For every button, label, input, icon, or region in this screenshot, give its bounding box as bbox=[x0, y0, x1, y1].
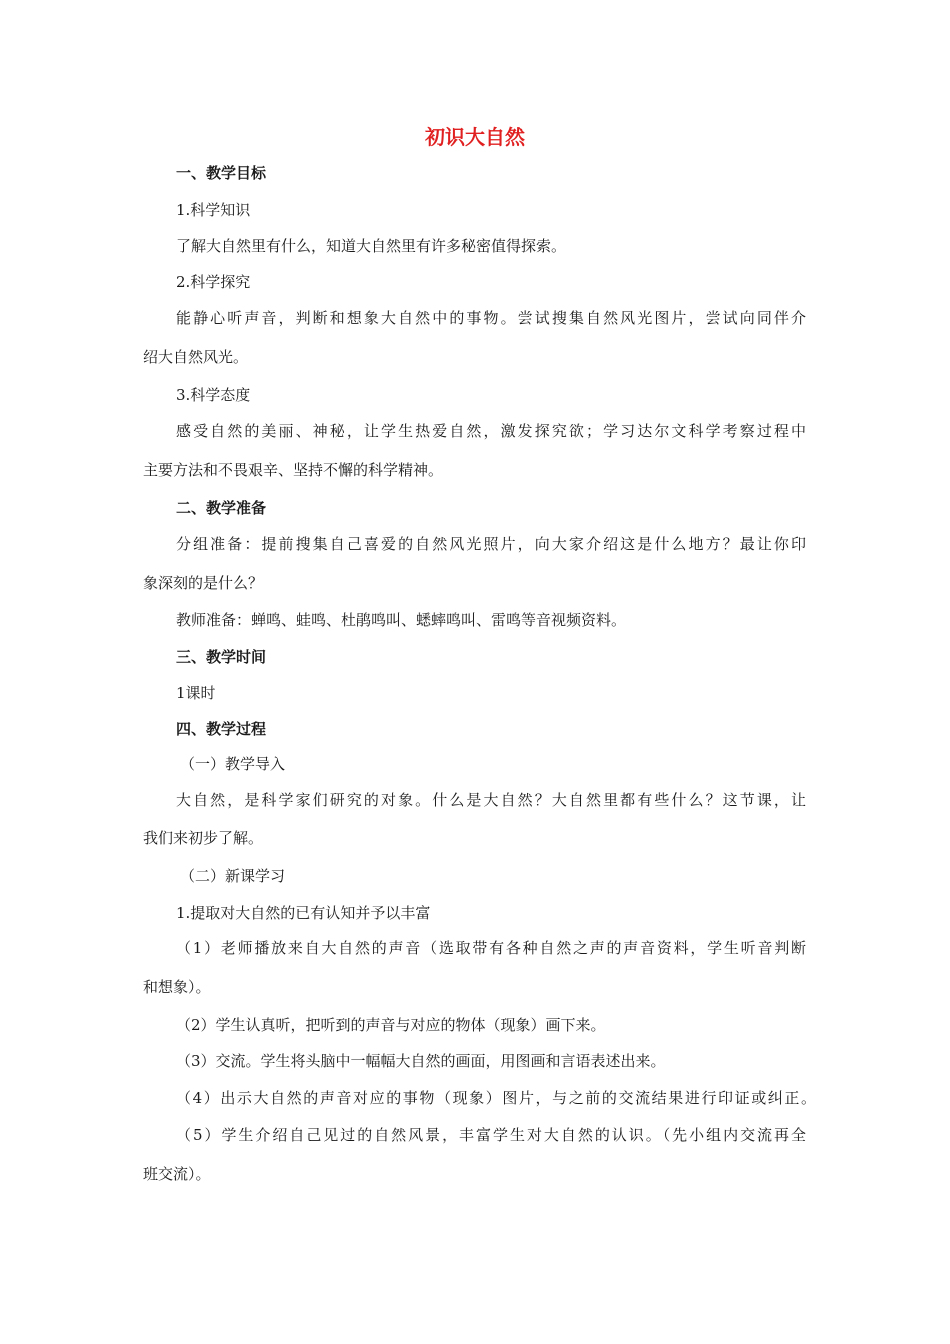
paragraph: 分组准备：提前搜集自己喜爱的自然风光照片，向大家介绍这是什么地方？最让你印 bbox=[176, 535, 806, 553]
paragraph-continued: 班交流）。 bbox=[143, 1165, 211, 1183]
subheading-attitude: 3.科学态度 bbox=[176, 386, 251, 404]
paragraph: （5）学生介绍自己见过的自然风景，丰富学生对大自然的认识。（先小组内交流再全 bbox=[176, 1126, 806, 1144]
paragraph: 了解大自然里有什么，知道大自然里有许多秘密值得探索。 bbox=[176, 237, 567, 255]
paragraph: 教师准备：蝉鸣、蛙鸣、杜鹃鸣叫、蟋蟀鸣叫、雷鸣等音视频资料。 bbox=[176, 611, 627, 629]
section-heading-preparation: 二、教学准备 bbox=[176, 499, 267, 517]
paragraph-continued: 我们来初步了解。 bbox=[143, 829, 264, 847]
paragraph: （3）交流。学生将头脑中一幅幅大自然的画面，用图画和言语表述出来。 bbox=[176, 1052, 666, 1070]
section-heading-process: 四、教学过程 bbox=[176, 720, 267, 738]
subheading-inquiry: 2.科学探究 bbox=[176, 273, 251, 291]
paragraph: 1.提取对大自然的已有认知并予以丰富 bbox=[176, 904, 431, 922]
subheading-knowledge: 1.科学知识 bbox=[176, 201, 251, 219]
document-title: 初识大自然 bbox=[425, 125, 525, 149]
paragraph-continued: 和想象）。 bbox=[143, 978, 211, 996]
section-heading-time: 三、教学时间 bbox=[176, 648, 267, 666]
paragraph: （2）学生认真听，把听到的声音与对应的物体（现象）画下来。 bbox=[176, 1016, 606, 1034]
paragraph: 大自然，是科学家们研究的对象。什么是大自然？大自然里都有些什么？这节课，让 bbox=[176, 791, 806, 809]
paragraph: 能静心听声音，判断和想象大自然中的事物。尝试搜集自然风光图片，尝试向同伴介 bbox=[176, 309, 806, 327]
paragraph: 1课时 bbox=[176, 684, 216, 702]
subheading-new-lesson: （二）新课学习 bbox=[180, 867, 286, 885]
paragraph-continued: 绍大自然风光。 bbox=[143, 348, 249, 366]
section-heading-objectives: 一、教学目标 bbox=[176, 164, 267, 182]
paragraph-continued: 主要方法和不畏艰辛、坚持不懈的科学精神。 bbox=[143, 461, 444, 479]
paragraph-continued: 象深刻的是什么？ bbox=[143, 574, 264, 592]
paragraph: （4）出示大自然的声音对应的事物（现象）图片，与之前的交流结果进行印证或纠正。 bbox=[176, 1089, 816, 1107]
paragraph: （1）老师播放来自大自然的声音（选取带有各种自然之声的声音资料，学生听音判断 bbox=[176, 939, 806, 957]
paragraph: 感受自然的美丽、神秘，让学生热爱自然，激发探究欲；学习达尔文科学考察过程中 bbox=[176, 422, 806, 440]
subheading-introduction: （一）教学导入 bbox=[180, 755, 286, 773]
